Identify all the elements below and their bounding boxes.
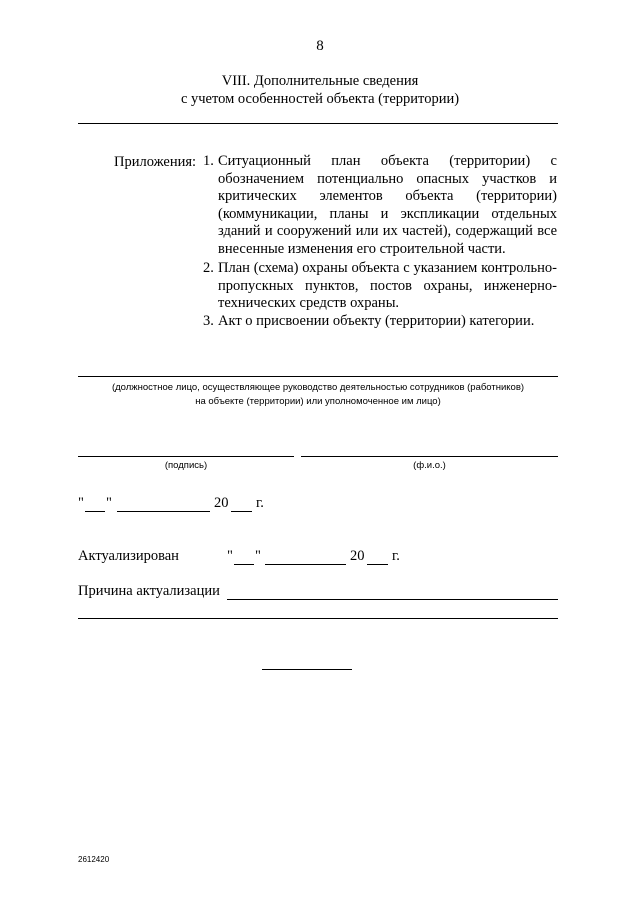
fio-caption: (ф.и.о.) — [413, 460, 446, 471]
reason-label: Причина актуализации — [78, 583, 220, 599]
section-title-line1: VIII. Дополнительные сведения — [221, 73, 419, 89]
end-line — [262, 669, 352, 670]
date-year-blank — [231, 511, 252, 512]
date-month-blank — [117, 511, 210, 512]
section-divider — [78, 123, 558, 124]
actualized-month-blank — [265, 564, 346, 565]
attachment-text: Ситуационный план объекта (территории) с обозначением потенциально опасных участков и критических элементов объекта (территории) (коммуникации, планы и экспликации отдельных зданий и сооружений или их частей), содержащий все внесенные изменения его строительной части. — [218, 153, 557, 257]
actualized-close-quote: " — [255, 548, 261, 564]
actualized-open-quote: " — [227, 548, 233, 564]
date-year-suffix: г. — [256, 495, 264, 511]
actualized-label: Актуализирован — [78, 548, 179, 564]
official-line — [78, 376, 558, 377]
attachments-label: Приложения: — [114, 154, 197, 170]
actualized-year-suffix: г. — [392, 548, 400, 564]
footer-code: 2612420 — [78, 855, 110, 864]
date-year-prefix: 20 — [214, 495, 229, 511]
reason-line-2 — [78, 618, 558, 619]
actualized-year-prefix: 20 — [350, 548, 365, 564]
reason-line-1 — [227, 599, 558, 600]
date-close-quote: " — [106, 495, 112, 511]
attachment-number: 3. — [203, 313, 214, 329]
attachment-number: 1. — [203, 153, 214, 169]
attachment-item-3 — [203, 313, 557, 331]
fio-line — [301, 456, 558, 457]
official-caption-line2: на объекте (территории) или уполномоченное им лицо) — [195, 396, 441, 407]
attachment-item-2 — [203, 260, 557, 313]
attachment-number: 2. — [203, 260, 214, 276]
signature-caption: (подпись) — [164, 460, 208, 471]
section-title-line2: с учетом особенностей объекта (территории) — [180, 91, 460, 107]
official-caption-line1: (должностное лицо, осуществляющее руководство деятельностью сотрудников (работников) — [111, 382, 525, 393]
date-day-blank — [85, 511, 105, 512]
actualized-year-blank — [367, 564, 388, 565]
attachment-text: План (схема) охраны объекта с указанием контрольно-пропускных пунктов, постов охраны, инженерно-технических средств охраны. — [218, 260, 557, 312]
date-open-quote: " — [78, 495, 84, 511]
attachment-item-1 — [203, 153, 557, 259]
signature-line — [78, 456, 294, 457]
section-title — [0, 72, 640, 108]
official-caption — [78, 381, 558, 409]
attachment-text: Акт о присвоении объекту (территории) категории. — [218, 313, 535, 329]
page-number: 8 — [316, 38, 324, 54]
actualized-day-blank — [234, 564, 254, 565]
